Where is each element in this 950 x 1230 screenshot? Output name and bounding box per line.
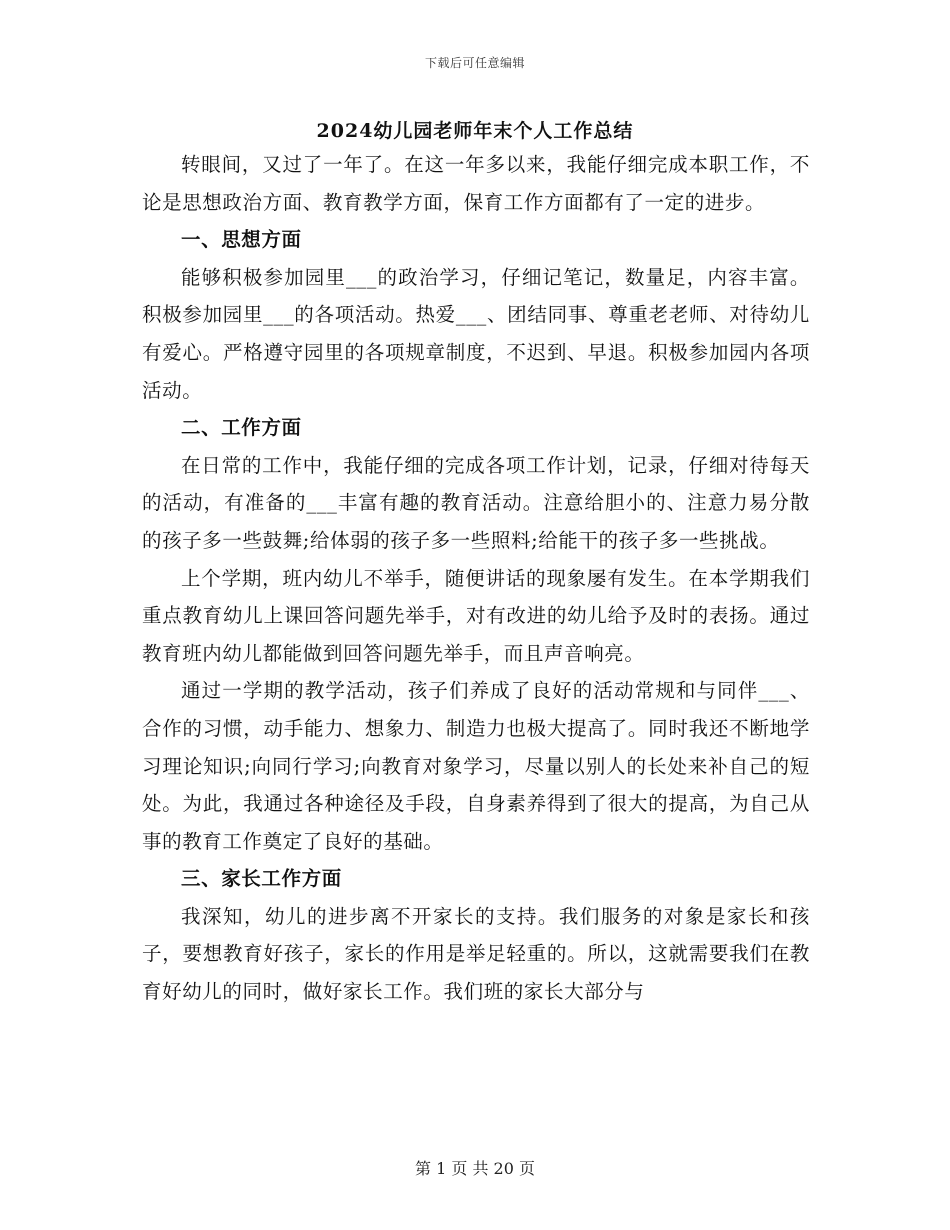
body-paragraph: 在日常的工作中，我能仔细的完成各项工作计划，记录，仔细对待每天的活动，有准备的___丰富有趣的教育活动。注意给胆小的、注意力易分散的孩子多一些鼓舞;给体弱的孩子多一些照料;给能干的孩子多一些挑战。: [142, 453, 810, 552]
body-paragraph: 我深知，幼儿的进步离不开家长的支持。我们服务的对象是家长和孩子，要想教育好孩子，家长的作用是举足轻重的。所以，这就需要我们在教育好幼儿的同时，做好家长工作。我们班的家长大部分与: [142, 904, 810, 1004]
section-heading: 三、家长工作方面: [181, 867, 342, 891]
page-number-footer: 第 1 页 共 20 页: [415, 1159, 535, 1178]
header-note: 下载后可任意编辑: [424, 56, 525, 70]
body-paragraph: 上个学期，班内幼儿不举手，随便讲话的现象屡有发生。在本学期我们重点教育幼儿上课回答问题先举手，对有改进的幼儿给予及时的表扬。通过教育班内幼儿都能做到回答问题先举手，而且声音响亮。: [142, 566, 810, 665]
document-title: 2024幼儿园老师年末个人工作总结: [316, 120, 634, 142]
section-heading: 一、思想方面: [181, 228, 302, 252]
document-body: [142, 146, 810, 1011]
body-paragraph: 能够积极参加园里___的政治学习，仔细记笔记，数量足，内容丰富。积极参加园里___的各项活动。热爱___、团结同事、尊重老老师、对待幼儿有爱心。严格遵守园里的各项规章制度，不迟到、早退。积极参加园内各项活动。: [142, 265, 810, 402]
section-heading: 二、工作方面: [181, 416, 302, 440]
body-paragraph: 转眼间，又过了一年了。在这一年多以来，我能仔细完成本职工作，不论是思想政治方面、教育教学方面，保育工作方面都有了一定的进步。: [142, 153, 810, 214]
body-paragraph: 通过一学期的教学活动，孩子们养成了良好的活动常规和与同伴___、合作的习惯，动手能力、想象力、制造力也极大提高了。同时我还不断地学习理论知识;向同行学习;向教育对象学习，尽量以别人的长处来补自己的短处。为此，我通过各种途径及手段，自身素养得到了很大的提高，为自己从事的教育工作奠定了良好的基础。: [142, 679, 810, 853]
